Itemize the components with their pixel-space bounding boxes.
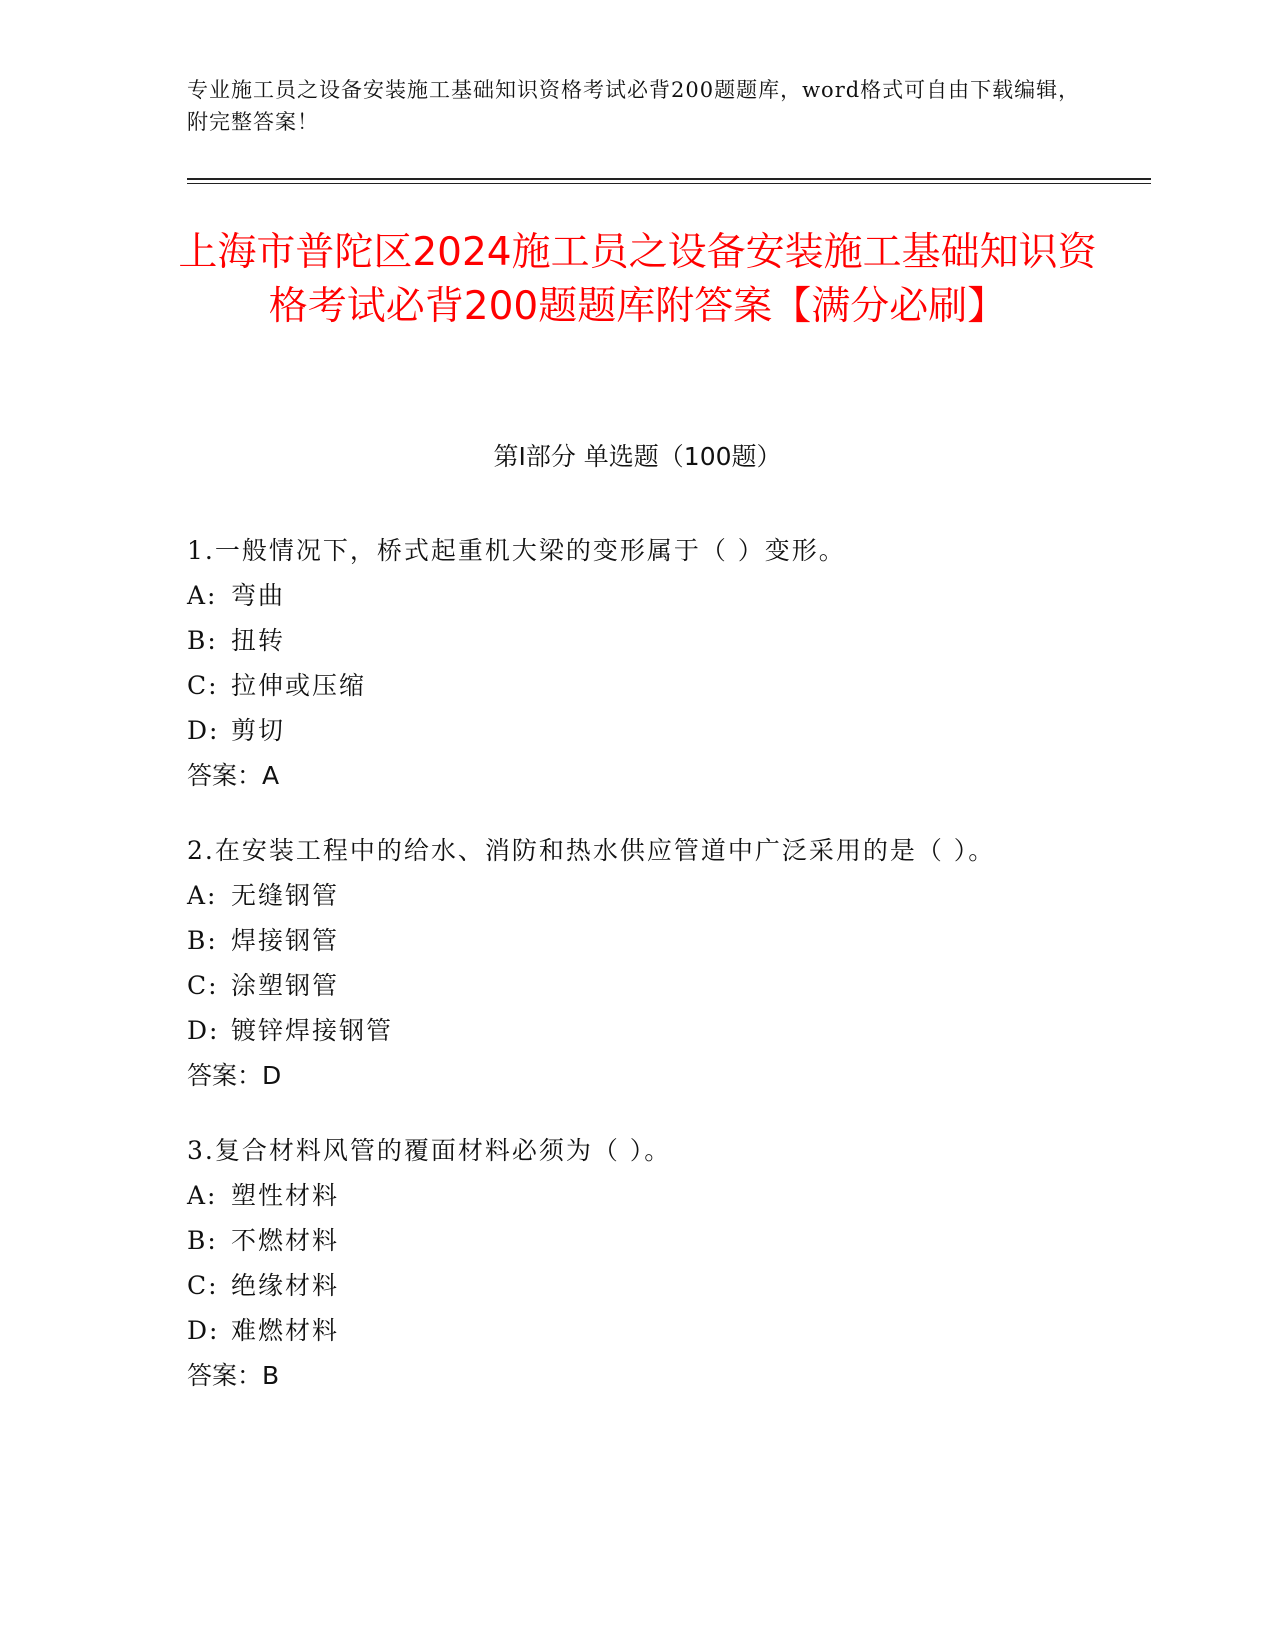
option-letter: A: [187, 1181, 218, 1210]
option-text: 焊接钢管 [231, 926, 340, 955]
header-divider-thick [187, 178, 1151, 180]
option-b [187, 918, 1087, 963]
option-text: 弯曲 [231, 581, 286, 610]
question-2 [187, 828, 1087, 1098]
option-d [187, 708, 1087, 753]
option-a [187, 1173, 1087, 1218]
option-a [187, 573, 1087, 618]
option-d [187, 1308, 1087, 1353]
question-text: 2.在安装工程中的给水、消防和热水供应管道中广泛采用的是（ ）。 [187, 836, 996, 865]
header-note: 专业施工员之设备安装施工基础知识资格考试必背200题题库，word格式可自由下载编辑，附完整答案！ [187, 78, 1081, 134]
option-letter: D: [187, 716, 220, 745]
option-text: 绝缘材料 [231, 1271, 340, 1300]
option-c [187, 963, 1087, 1008]
question-3 [187, 1128, 1087, 1398]
option-d [187, 1008, 1087, 1053]
section-title: 第I部分 单选题（100题） [493, 442, 782, 471]
option-letter: C: [187, 971, 219, 1000]
answer-line: 答案：A [187, 761, 280, 790]
option-text: 扭转 [231, 626, 286, 655]
option-b [187, 618, 1087, 663]
option-letter: C: [187, 1271, 219, 1300]
option-letter: A: [187, 881, 218, 910]
option-text: 塑性材料 [231, 1181, 340, 1210]
option-c [187, 1263, 1087, 1308]
document-title: 上海市普陀区2024施工员之设备安装施工基础知识资格考试必背200题题库附答案【满分必刷】 [178, 230, 1097, 329]
question-1 [187, 528, 1087, 798]
option-letter: B: [187, 926, 218, 955]
question-list [187, 528, 1087, 1428]
option-a [187, 873, 1087, 918]
question-text: 3.复合材料风管的覆面材料必须为（ ）。 [187, 1136, 672, 1165]
option-letter: D: [187, 1016, 220, 1045]
option-text: 无缝钢管 [231, 881, 340, 910]
option-c [187, 663, 1087, 708]
option-b [187, 1218, 1087, 1263]
question-text: 1.一般情况下，桥式起重机大梁的变形属于（ ）变形。 [187, 536, 846, 565]
option-text: 不燃材料 [231, 1226, 340, 1255]
option-letter: C: [187, 671, 219, 700]
option-text: 难燃材料 [231, 1316, 340, 1345]
option-letter: B: [187, 1226, 218, 1255]
option-letter: D: [187, 1316, 220, 1345]
option-letter: B: [187, 626, 218, 655]
header-divider-thin [187, 183, 1151, 184]
option-text: 拉伸或压缩 [231, 671, 367, 700]
answer-line: 答案：D [187, 1061, 282, 1090]
option-text: 剪切 [231, 716, 286, 745]
option-text: 镀锌焊接钢管 [231, 1016, 394, 1045]
answer-line: 答案：B [187, 1361, 280, 1390]
option-letter: A: [187, 581, 218, 610]
option-text: 涂塑钢管 [231, 971, 340, 1000]
